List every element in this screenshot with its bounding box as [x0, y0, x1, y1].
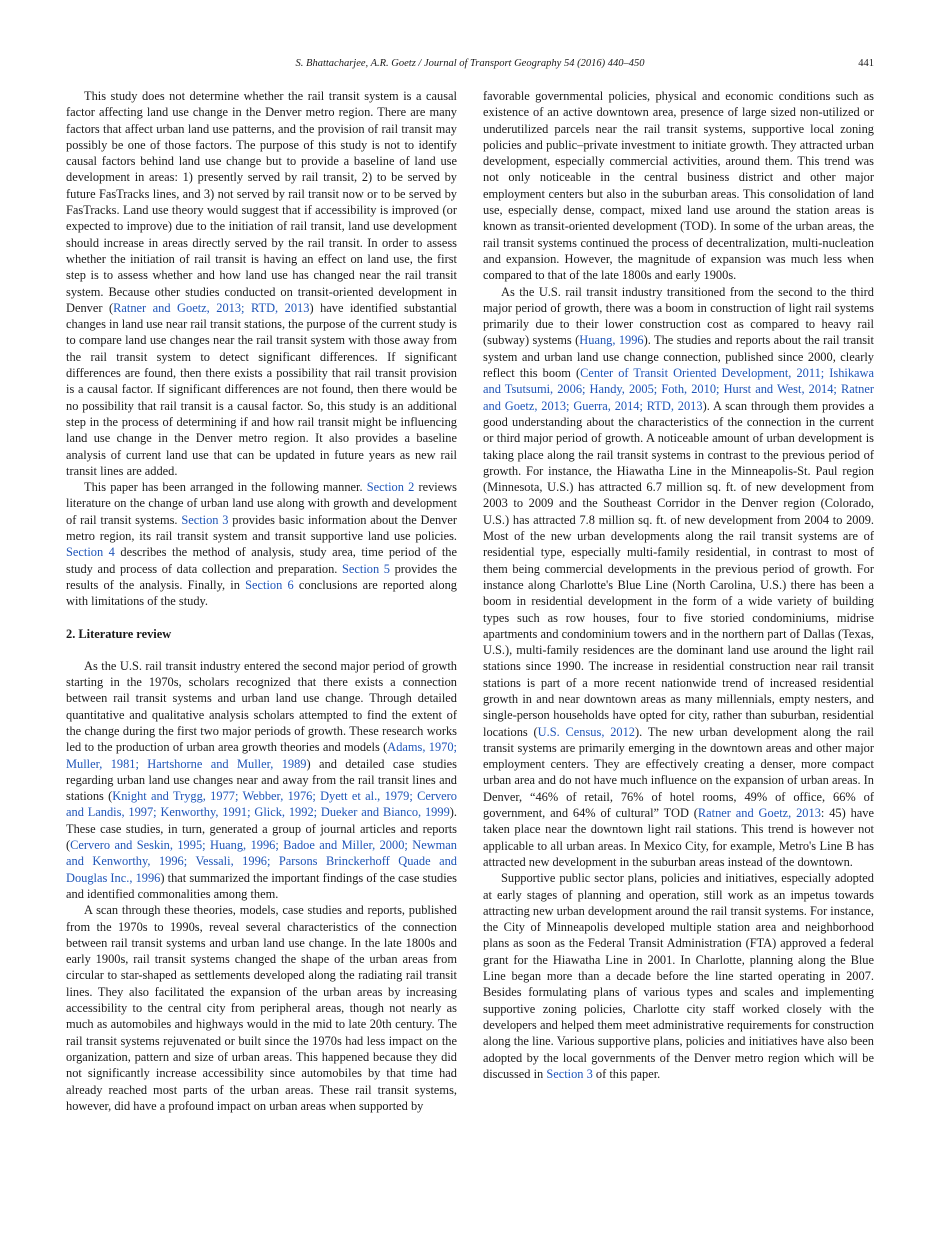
- citation-link[interactable]: Knight and Trygg, 1977; Webber, 1976; Dyett et al., 1979; Cervero and Landis, 1997; Kenworthy, 1991; Glick, 1992; Dueker and Bianco, 1999: [66, 789, 457, 820]
- section-link[interactable]: Section 5: [341, 561, 390, 576]
- citation-link[interactable]: Ratner and Goetz, 2013; RTD, 2013: [113, 300, 310, 315]
- paragraph: [66, 479, 457, 609]
- citation-link[interactable]: Huang, 1996: [579, 333, 644, 348]
- text-run: As the U.S. rail transit industry transitioned from the second to the third major period of growth, there was a boom in construction of light rail systems primarily due to their lower construction cost as compared to heavy rail (subway) systems (: [483, 284, 874, 348]
- text-run: ) have identified substantial changes in land use near rail transit stations, the purpose of the current study is to compare land use changes near the rail transit system with those away from the rail transit system to detect significant differences. If significant differences are found, then there exists a possibility that rail transit provision is a causal factor. If significant differences are not found, then there would be no possibility that rail transit is a causal factor. So, this study is an additional step in the process of determining if and how rail transit might be influencing land use change in the Denver metro region. It also provides a baseline analysis of current land use that can be updated in future years as new rail transit lines are added.: [66, 300, 457, 478]
- section-link[interactable]: Section 3: [546, 1066, 593, 1081]
- citation-link[interactable]: Cervero and Seskin, 1995; Huang, 1996; Badoe and Miller, 2000; Newman and Kenworthy, 1996; Vessali, 1996; Parsons Brinckerhoff Quade and Douglas Inc., 1996: [66, 838, 457, 885]
- text-run: : 45) have taken place near the downtown light rail stations. This trend is however not applicable to all urban areas. In Mexico City, for example, Metro's Line B has attracted new development in the suburban areas instead of the downtown.: [483, 806, 874, 869]
- paragraph: [66, 88, 457, 479]
- left-column: [66, 88, 457, 1114]
- text-run: provides the results of the analysis. Finally, in: [66, 561, 457, 592]
- text-run: A scan through these theories, models, case studies and reports, published from the 1970s to 1990s, reveal several characteristics of the connection between rail transit systems and urban land use change. In the late 1800s and early 1900s, rail transit systems changed the shape of the urban areas from circular to star-shaped as settlements developed along the radiating rail transit lines. They also facilitated the expansion of the urban areas by increasing accessibility to the central city from peripheral areas, though not nearly as much as automobiles and highways would in the mid to late 20th century. The rail transit systems rejuvenated or built since the 1970s had less impact on the organization, pattern and size of urban areas. This happened because they did not significantly increase accessibility since automobiles by that time had already reached most parts of the urban areas. These rail transit systems, however, did have a profound impact on urban areas when supported by: [66, 903, 457, 1113]
- citation-link[interactable]: U.S. Census, 2012: [537, 724, 636, 739]
- citation-link[interactable]: Ratner and Goetz, 2013: [697, 806, 821, 821]
- page-number: 441: [858, 58, 874, 69]
- text-run: ). The studies and reports about the rail transit system and urban land use change connection, published since 2000, clearly reflect this boom (: [483, 333, 874, 381]
- text-run: conclusions are reported along with limitations of the study.: [66, 577, 457, 609]
- paragraph: [66, 902, 457, 1114]
- paragraph: [483, 88, 874, 284]
- text-run: As the U.S. rail transit industry entered the second major period of growth starting in the 1970s, scholars recognized that there exists a connection between rail transit systems and urban land use change. Through detailed quantitative and qualitative analysis scholars attempted to find the extent of the change during the first two major periods of growth. These research works led to the production of urban area growth theories and models (: [66, 658, 457, 755]
- citation-link[interactable]: Center of Transit Oriented Development, 2011; Ishikawa and Tsutsumi, 2006; Handy, 2005; Foth, 2010; Hurst and West, 2014; Ratner and Goetz, 2013; Guerra, 2014; RTD, 2013: [483, 366, 875, 413]
- text-run: ) that summarized the important findings of the case studies and identified commonalities among them.: [66, 870, 457, 901]
- text-run: of this paper.: [592, 1066, 661, 1081]
- text-run: ) and detailed case studies regarding urban land use changes near and away from the rail transit lines and stations (: [66, 756, 457, 804]
- text-run: favorable governmental policies, physical and economic conditions such as existence of an active downtown area, presence of large sized non-utilized or underutilized parcels near the rail transit systems, supportive local zoning policies and public–private investment to initiate growth. They attracted urban development, especially commercial activities, around them. This trend was not only noticeable in the central business district and other major employment centers but also in the suburban areas. This consolidation of land use, especially dense, compact, mixed land use around the station areas is known as transit-oriented development (TOD). In some of the urban areas, the rail transit systems continued the process of decentralization, multi-nucleation and expansion. However, the magnitude of expansion was much less when compared to that of the late 1800s and early 1900s.: [483, 89, 874, 283]
- text-run: This paper has been arranged in the following manner.: [84, 480, 367, 495]
- section-link[interactable]: Section 2: [366, 480, 415, 495]
- text-run: describes the method of analysis, study area, time period of the study and process of data collection and preparation.: [66, 545, 457, 576]
- right-column: [483, 88, 874, 1082]
- text-run: ). A scan through them provides a good understanding about the characteristics of the connection in the current or third major period of growth. A noticeable amount of urban development is taking place along the rail transit systems in contrast to the previous period of growth. For instance, the Hiawatha Line in the Minneapolis-St. Paul region (Minnesota, U.S.) has attracted 6.7 million sq. ft. of new development from 2003 to 2009 and the Southeast Corridor in the Denver region (Colorado, U.S.) has attracted 7.8 million sq. ft. of new development from 2004 to 2009. Most of the new urban developments along the rail transit systems are of residential type, especially multi-family residential, in contrast to most of them being commercial developments in the previous period of growth. For instance along Charlotte's Blue Line (North Carolina, U.S.) there has been a boom in residential development in the form of a wide variety of building types such as row houses, four to five storied condominiums, midrise apartments and condominium towers and in the northern part of Dallas (Texas, U.S.), multi-family residences are the dominant land use around the light rail stations since 1990. The increase in residential construction near rail transit stations is part of a more recent nationwide trend of increased residential growth in and near downtown areas as many millennials, empty nesters, and single-person households have opted for city, rather than suburban, residential locations (: [483, 398, 874, 739]
- text-run: provides basic information about the Denver metro region, its rail transit system and transit supportive land use policies.: [66, 512, 457, 544]
- paragraph: [483, 284, 874, 871]
- paragraph: [66, 658, 457, 902]
- citation-link[interactable]: Adams, 1970; Muller, 1981; Hartshorne and Muller, 1989: [66, 740, 457, 771]
- section-link[interactable]: Section 3: [181, 512, 229, 527]
- text-run: reviews literature on the change of urban land use along with growth and development of rail transit systems.: [66, 480, 457, 527]
- section-link[interactable]: Section 4: [66, 545, 115, 560]
- text-run: ). The new urban development along the rail transit systems are primarily emerging in the downtown areas and other major employment centers. They are effectively creating a denser, more compact urban area and do not have much influence on the expansion of urban areas. In Denver, “46% of retail, 76% of hotel rooms, 49% of office, 66% of government, and 64% of cultural” TOD (: [483, 724, 874, 821]
- running-title: S. Bhattacharjee, A.R. Goetz / Journal of Transport Geography 54 (2016) 440–450: [295, 58, 645, 69]
- text-run: This study does not determine whether the rail transit system is a causal factor affecting land use change in the Denver metro region. There are many factors that affect urban land use patterns, and the provision of rail transit may possibly be one of those factors. The purpose of this study is not to identify causal factors behind land use change but to provide a baseline of land use development in areas: 1) presently served by rail transit, 2) to be served by future FasTracks lines, and 3) not served by rail transit now or to be served by FasTracks. Land use theory would suggest that if accessibility is improved (or expected to improve) due to the initiation of rail transit, land use development should increase in areas directly served by the rail transit. In order to assess whether the initiation of rail transit is having an effect on land use, the first step is to assess whether and how land use has changed near the rail transit system. Because other studies conducted on transit-oriented development in Denver (: [66, 89, 457, 315]
- paragraph: [483, 870, 874, 1082]
- text-run: ). These case studies, in turn, generated a group of journal articles and reports (: [66, 805, 457, 853]
- section-link[interactable]: Section 6: [245, 577, 294, 592]
- running-header: [66, 55, 874, 73]
- section-heading: 2. Literature review: [66, 626, 172, 641]
- text-run: Supportive public sector plans, policies and initiatives, especially adopted at early stages of planning and operation, still work as an impetus towards attracting new urban development around the rail transit systems. For instance, the City of Minneapolis developed multiple station area and neighborhood plans as soon as the Federal Transit Administration (FTA) approved a federal grant for the Hiawatha Line in 2001. In Charlotte, planning along the Blue Line began more than a decade before the line started operating in 2007. Besides formulating plans of various types and scales and implementing supportive zoning policies, Charlotte city staff worked closely with the developers and helped them meet administrative requirements for construction along the line. Various supportive plans, policies and initiatives have also been adopted by the local governments of the Denver metro region which will be discussed in: [483, 871, 874, 1081]
